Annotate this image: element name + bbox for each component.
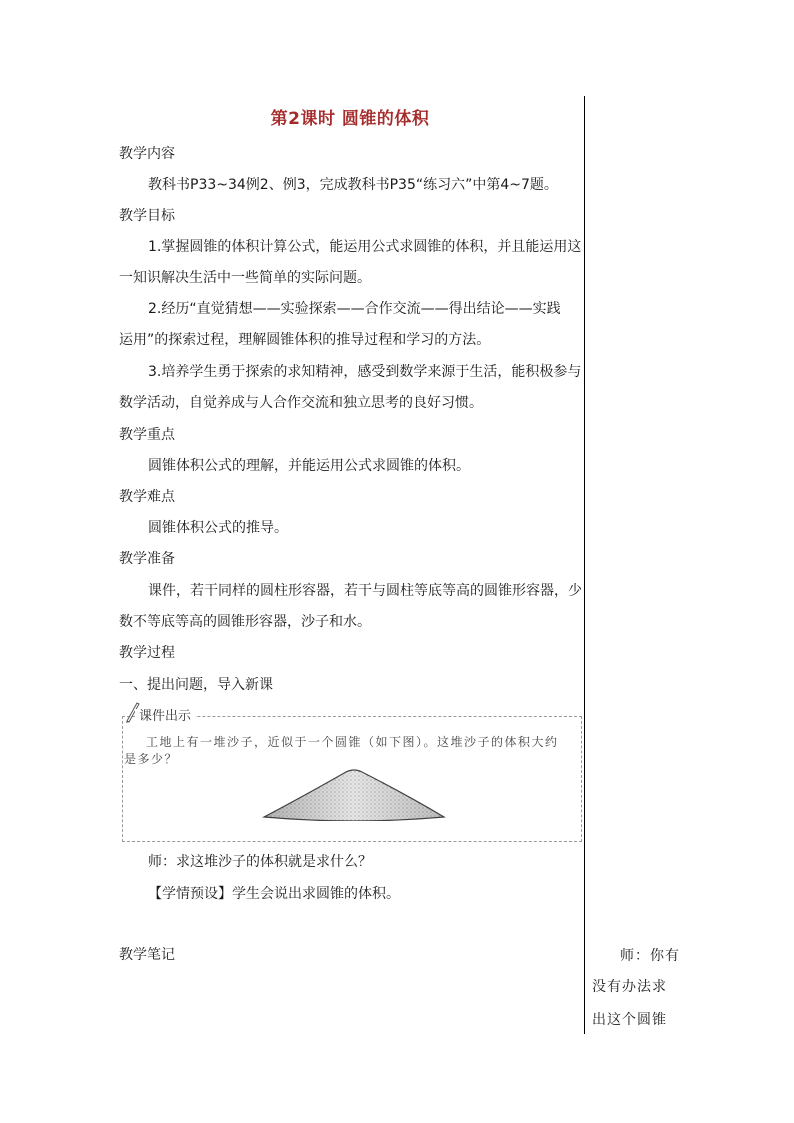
courseware-label: 课件出示	[135, 709, 195, 725]
courseware-question-line-2: 是多少？	[124, 752, 179, 766]
section-heading-key-points: 教学重点	[119, 427, 175, 443]
margin-divider	[584, 96, 585, 1034]
courseware-question-line-1: 工地上有一堆沙子，近似于一个圆锥（如下图）。这堆沙子的体积大约	[146, 735, 559, 749]
goal-1-line-2: 一知识解决生活中一些简单的实际问题。	[119, 270, 371, 286]
goal-2-line-1: 2.经历“直觉猜想——实验探索——合作交流——得出结论——实践	[148, 301, 561, 317]
side-note-line-3: 出这个圆锥	[592, 1012, 667, 1028]
preparation-line-1: 课件，若干同样的圆柱形容器，若干与圆柱等底等高的圆锥形容器，少	[148, 583, 582, 599]
teacher-question: 师：求这堆沙子的体积就是求什么？	[148, 854, 372, 870]
key-points-text: 圆锥体积公式的理解，并能运用公式求圆锥的体积。	[148, 458, 470, 474]
teaching-notes-label: 教学笔记	[119, 947, 175, 963]
content-text: 教科书P33~34例2、例3，完成教科书P35“练习六”中第4~7题。	[148, 177, 558, 193]
learning-preset: 【学情预设】学生会说出求圆锥的体积。	[148, 886, 400, 902]
preparation-line-2: 数不等底等高的圆锥形容器，沙子和水。	[119, 614, 371, 630]
difficulty-text: 圆锥体积公式的推导。	[148, 520, 288, 536]
page-title: 第2课时 圆锥的体积	[270, 109, 430, 129]
section-heading-process: 教学过程	[119, 645, 175, 661]
goal-2-line-2: 运用”的探索过程，理解圆锥体积的推导过程和学习的方法。	[119, 332, 491, 348]
section-heading-difficulty: 教学难点	[119, 489, 175, 505]
goal-1-line-1: 1.掌握圆锥的体积计算公式，能运用公式求圆锥的体积，并且能运用这	[148, 239, 582, 255]
goal-3-line-1: 3.培养学生勇于探索的求知精神，感受到数学来源于生活，能积极参与	[148, 364, 582, 380]
side-note-line-2: 没有办法求	[592, 979, 667, 995]
goal-3-line-2: 数学活动，自觉养成与人合作交流和独立思考的良好习惯。	[119, 395, 483, 411]
side-note-line-1: 师：你有	[620, 948, 680, 964]
section-heading-preparation: 教学准备	[119, 551, 175, 567]
step-1-heading: 一、提出问题，导入新课	[119, 677, 273, 693]
section-heading-goals: 教学目标	[119, 208, 175, 224]
sand-pile-illustration	[262, 767, 446, 821]
section-heading-content: 教学内容	[119, 146, 175, 162]
